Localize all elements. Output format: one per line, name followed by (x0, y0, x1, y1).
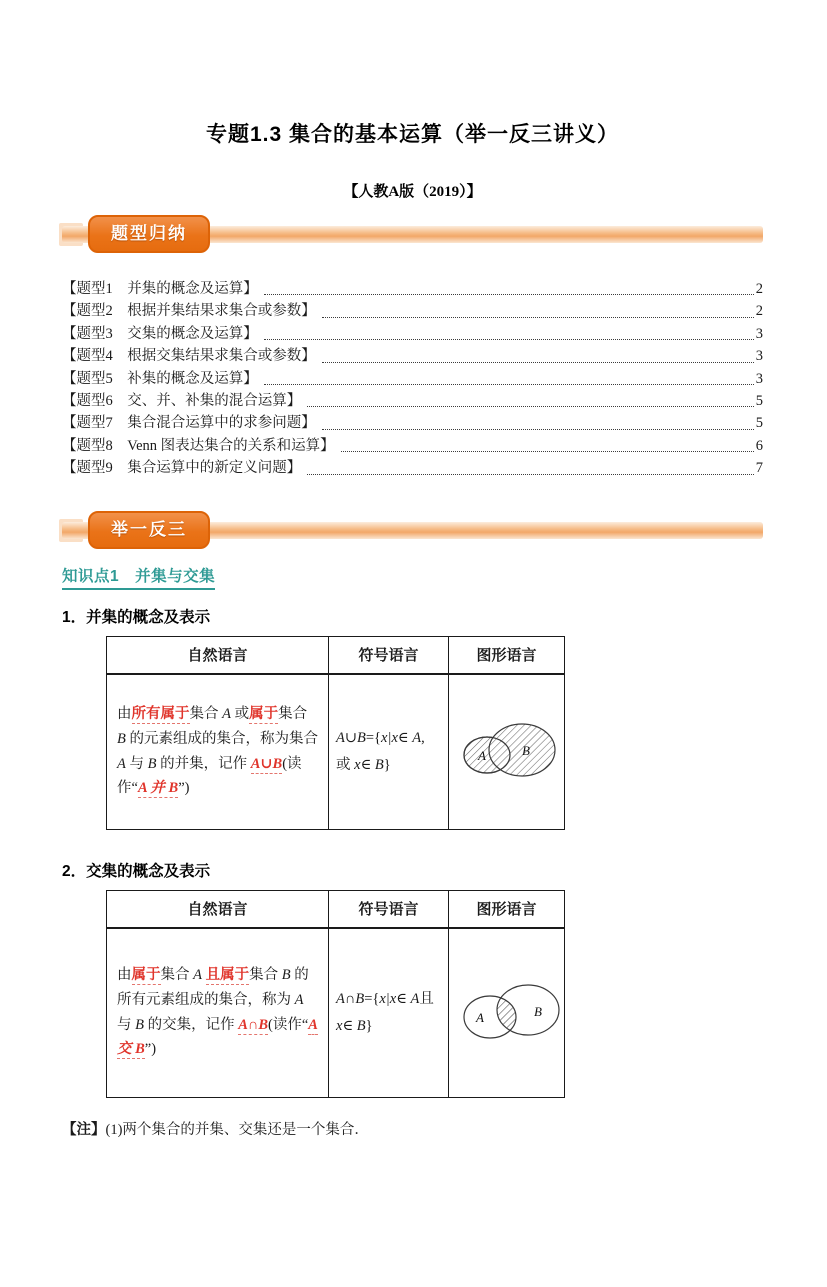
text-segment: B (135, 1016, 144, 1033)
toc-dotted-leader (307, 406, 754, 407)
text-segment: A∪B (336, 730, 366, 747)
text-segment: 集合 (249, 966, 282, 983)
table-header-row (107, 890, 565, 928)
toc-dotted-leader (264, 384, 754, 385)
toc-item-label: 【题型9 集合运算中的新定义问题】 (62, 460, 302, 477)
page-title: 专题1.3 集合的基本运算（举一反三讲义） (205, 123, 620, 146)
document-page (0, 118, 827, 1139)
toc-dotted-leader (322, 429, 754, 430)
text-segment: 的并集，记作 (156, 755, 251, 772)
venn-label-b: B (521, 743, 530, 759)
toc-dotted-leader (307, 474, 754, 475)
text-segment: 与 (125, 755, 148, 772)
text-segment: A (412, 730, 422, 747)
toc-item-label: 【题型7 集合混合运算中的求参问题】 (62, 415, 316, 432)
text-segment: ∈ (396, 991, 411, 1008)
intersection-concept-table (106, 890, 565, 1098)
text-segment: 且 (419, 991, 434, 1008)
text-segment: A∩B (336, 991, 365, 1008)
header-natural-language: 自然语言 (107, 636, 329, 674)
toc-page-number: 2 (755, 303, 763, 320)
text-segment: 与 (117, 1016, 136, 1033)
toc-page-number: 5 (755, 392, 763, 409)
text-segment: x (336, 1017, 343, 1034)
text-segment: ={ (365, 730, 382, 747)
toc-page-number: 3 (755, 348, 763, 365)
text-segment: ”) (144, 1041, 157, 1058)
toc-item-label: 【题型1 并集的概念及运算】 (62, 280, 258, 297)
venn-label-a: A (475, 1010, 484, 1026)
toc-item-label: 【题型4 根据交集结果求集合或参数】 (62, 348, 316, 365)
text-segment: 集合 (278, 705, 308, 722)
text-segment: 的交集，记作 (143, 1016, 239, 1033)
text-segment: ∈ (397, 730, 413, 747)
text-segment: 集合 (189, 705, 223, 722)
text-segment: A (117, 755, 126, 772)
toc-page-number: 5 (755, 415, 763, 432)
intersection-definition-row (107, 928, 565, 1098)
text-segment: A (222, 705, 231, 722)
toc-page-number: 3 (755, 370, 763, 387)
toc-dotted-leader (264, 294, 754, 295)
text-segment: 由 (117, 705, 132, 722)
text-segment: A 并 B (137, 780, 179, 797)
toc-item (62, 457, 763, 479)
header-symbolic-language: 符号语言 (329, 636, 449, 674)
table-of-contents (62, 278, 763, 480)
union-concept-table (106, 636, 565, 830)
text-segment: 集合 (160, 966, 194, 983)
text-segment: (1)两个集合的并集、交集还是一个集合． (105, 1121, 369, 1138)
text-segment: B (147, 755, 157, 772)
text-segment: 属于 (131, 966, 161, 983)
toc-item-label: 【题型3 交集的概念及运算】 (62, 325, 258, 342)
union-definition-row (107, 674, 565, 830)
practice-badge: 举一反三 (88, 511, 210, 549)
toc-item (62, 390, 763, 412)
text-segment: x|x (381, 730, 398, 747)
toc-dotted-leader (264, 339, 754, 340)
text-segment: ={ (364, 991, 380, 1008)
toc-dotted-leader (341, 451, 754, 452)
header-graphic-language: 图形语言 (449, 636, 565, 674)
intersection-symbolic-language-cell (329, 928, 449, 1098)
toc-page-number: 6 (755, 437, 763, 454)
text-segment: ∈ (360, 756, 375, 773)
edition-label: 【人教A版（2019）】 (343, 184, 482, 200)
union-section-heading: 1．并集的概念及表示 (62, 608, 211, 626)
venn-label-a: A (477, 748, 486, 764)
toc-item-label: 【题型6 交、并、补集的混合运算】 (62, 392, 302, 409)
question-types-badge: 题型归纳 (88, 215, 210, 253)
header-symbolic-language: 符号语言 (329, 890, 449, 928)
text-segment: 的所有元素组成的集合，称为 (117, 966, 309, 1008)
toc-item (62, 435, 763, 457)
note-text (62, 1118, 763, 1139)
text-segment: x|x (379, 991, 397, 1008)
union-symbolic-language-cell (329, 674, 449, 830)
intersection-natural-language-cell (107, 928, 329, 1098)
toc-item (62, 278, 763, 300)
toc-page-number: 7 (755, 460, 763, 477)
text-segment: (读作“ (117, 755, 302, 797)
text-segment: A∩B (238, 1016, 268, 1033)
toc-item-label: 【题型5 补集的概念及运算】 (62, 370, 258, 387)
text-segment: (读作“ (268, 1016, 309, 1033)
toc-item (62, 323, 763, 345)
text-segment: , 或 (336, 730, 425, 773)
toc-item-label: 【题型8 Venn 图表达集合的关系和运算】 (62, 437, 335, 454)
toc-item-label: 【题型2 根据并集结果求集合或参数】 (62, 303, 316, 320)
knowledge-point-heading: 知识点1 并集与交集 (62, 564, 215, 590)
union-natural-language-cell (107, 674, 329, 830)
banner-question-types (62, 215, 763, 255)
banner-practice (62, 511, 763, 551)
toc-page-number: 3 (755, 325, 763, 342)
venn-label-b: B (533, 1004, 542, 1020)
text-segment: } (365, 1017, 373, 1034)
text-segment: A (410, 991, 420, 1008)
text-segment: 属于 (249, 705, 279, 722)
intersection-section-heading: 2．交集的概念及表示 (62, 862, 211, 880)
header-graphic-language: 图形语言 (449, 890, 565, 928)
toc-item (62, 345, 763, 367)
text-segment: A 交 B (117, 1016, 318, 1058)
text-segment: 由 (117, 966, 132, 983)
toc-item (62, 368, 763, 390)
text-segment: 【注】 (62, 1121, 106, 1138)
text-segment: ∈ (342, 1017, 357, 1034)
text-segment: 或 (230, 705, 250, 722)
text-segment: B (281, 966, 291, 983)
toc-item (62, 300, 763, 322)
text-segment: B (117, 730, 126, 747)
text-segment: B (374, 756, 384, 773)
text-segment: x (354, 756, 361, 773)
text-segment: A (193, 966, 202, 983)
table-header-row (107, 636, 565, 674)
text-segment: ”) (178, 780, 190, 797)
toc-page-number: 2 (755, 280, 763, 297)
union-graphic-language-cell (449, 674, 565, 830)
venn-intersection-diagram (452, 962, 562, 1058)
text-segment: A (294, 991, 304, 1008)
toc-dotted-leader (322, 317, 754, 318)
header-natural-language: 自然语言 (107, 890, 329, 928)
text-segment: 且属于 (205, 966, 250, 983)
text-segment: 的元素组成的集合，称为集合 (125, 730, 318, 747)
text-segment: A∪B (250, 755, 283, 772)
toc-item (62, 412, 763, 434)
intersection-graphic-language-cell (449, 928, 565, 1098)
text-segment: 所有属于 (131, 705, 190, 722)
venn-union-diagram (454, 703, 560, 795)
toc-dotted-leader (322, 362, 754, 363)
text-segment: } (383, 756, 391, 773)
text-segment: B (356, 1017, 366, 1034)
